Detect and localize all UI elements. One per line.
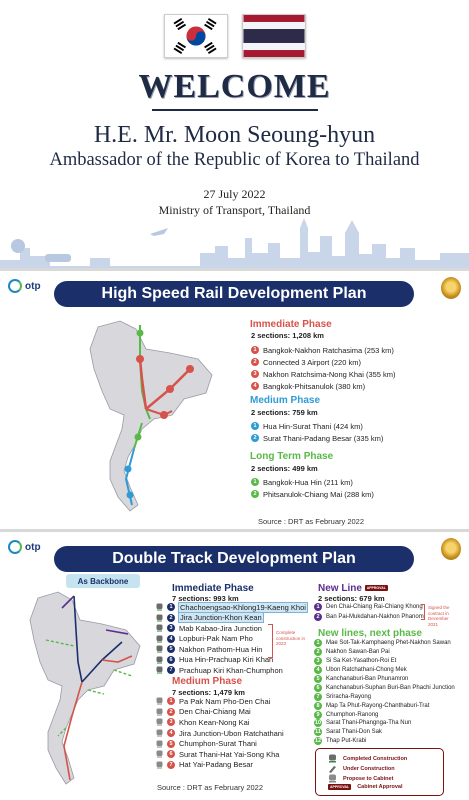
hsr-long-term-list [251,476,374,500]
list-item-text: Den Chai-Chiang Rai-Chiang Khong [326,604,423,610]
list-item-text: Bangkok-Phitsanulok (380 km) [263,381,366,391]
dt-medium-title: Medium Phase [172,676,243,687]
list-item [156,665,307,676]
list-item-text: Khon Kean-Nong Kai [179,717,250,727]
list-item-text: Prachuap Kiri Khan-Chumphon [179,665,283,675]
high-speed-rail-slide [0,271,469,529]
list-item [314,648,455,657]
ministry-emblem-icon [441,277,461,299]
completion-note: Complete construction in 2023 [276,630,306,646]
contract-note: Signed the contract in December 2021 [428,605,450,627]
number-badge: 7 [167,666,175,674]
welcome-underline [152,109,318,111]
legend-label: Under Construction [343,765,395,772]
legend-label: Cabinet Approval [357,784,403,790]
list-item-text: Hua Hin-Prachuap Kiri Khan [179,655,274,665]
dt-next-phase-list [314,639,455,746]
event-date: 27 July 2022 [203,187,266,201]
hsr-medium-summary: 2 sections: 759 km [251,408,318,417]
number-badge: 3 [251,370,259,378]
list-item-text: Sarat Thani-Don Sak [326,729,382,736]
list-item [156,696,284,707]
list-item [156,717,284,728]
number-badge: 12 [314,738,322,745]
number-badge: 6 [314,684,322,692]
number-badge: 1 [314,603,322,611]
list-item [314,737,455,746]
train-icon [156,666,163,674]
number-badge: 7 [167,761,175,769]
list-item-text: Jira Junction-Ubon Ratchathani [179,728,284,738]
double-track-slide [0,532,469,800]
list-item [156,760,284,771]
contract-bracket [421,604,425,620]
train-icon [156,708,163,716]
list-item-text: Den Chai-Chiang Mai [179,707,251,717]
construction-icon [328,764,337,773]
list-item [251,420,383,432]
thailand-flag-icon [242,14,306,58]
number-badge: 1 [251,422,259,430]
list-item [156,707,284,718]
hsr-long-term-summary: 2 sections: 499 km [251,464,318,473]
list-item-text: Ubon Ratchathani-Chong Mek [326,667,407,674]
number-badge: 1 [314,639,322,647]
number-badge: 1 [167,697,175,705]
city-skyline-illustration [0,208,469,268]
welcome-slide [0,0,469,268]
list-item [251,344,396,356]
number-badge: 3 [167,718,175,726]
otp-logo [8,540,41,554]
list-item-text: Pa Pak Nam Pho-Den Chai [179,696,271,706]
list-item [314,675,455,684]
slide-title: High Speed Rail Development Plan [54,281,414,307]
otp-logo-text: otp [25,541,41,553]
number-badge: 3 [167,624,175,632]
number-badge: 5 [167,740,175,748]
train-icon [156,750,163,758]
number-badge: 2 [251,358,259,366]
train-icon [156,697,163,705]
dt-immediate-title: Immediate Phase [172,583,254,594]
number-badge: 1 [251,478,259,486]
train-icon [156,603,163,611]
list-item-text: Chumphon-Surat Thani [179,739,257,749]
slide-title: Double Track Development Plan [54,546,414,572]
list-item-text: Nakhon Sawan-Ban Pai [326,649,390,656]
list-item [314,639,455,648]
train-icon [156,740,163,748]
new-line-label: New Line [318,583,362,594]
train-icon [156,635,163,643]
dt-medium-summary: 7 sections: 1,479 km [172,688,245,697]
hsr-immediate-list [251,344,396,392]
legend-propose [328,774,393,783]
list-item-text: Thap Put-Krabi [326,738,367,745]
welcome-heading: WELCOME [138,68,331,105]
approval-tag: APPROVAL [366,586,386,591]
number-badge: 4 [314,666,322,674]
number-badge: 7 [314,693,322,701]
list-item-text: Bangkok-Nakhon Ratchasima (253 km) [263,345,394,355]
ministry-emblem-icon [441,538,461,560]
otp-logo-icon [8,540,22,554]
number-badge: 5 [314,675,322,683]
number-badge: 10 [314,720,322,727]
hsr-source-note: Source : DRT as February 2022 [258,517,365,526]
proposal-train-icon [328,774,337,783]
list-item-text: Connected 3 Airport (220 km) [263,357,361,367]
list-item-text: Surat Thani-Padang Besar (335 km) [263,433,384,443]
number-badge: 11 [315,729,321,736]
list-item-text: Sarat Thani-Phangnga-Tha Nun [326,720,412,727]
legend-label: Propose to Cabinet [343,775,394,782]
number-badge: 4 [167,635,175,643]
number-badge: 8 [314,702,322,710]
legend [315,748,444,796]
list-item [314,683,455,692]
legend-under-construction [328,764,395,773]
list-item [156,602,307,613]
train-icon [156,624,163,632]
dt-new-line-list [314,602,424,622]
number-badge: 6 [167,656,175,664]
number-badge: 4 [167,729,175,737]
number-badge: 2 [167,614,175,622]
dt-source-note: Source : DRT as February 2022 [157,783,264,792]
completed-train-icon [328,754,337,763]
legend-completed [328,754,407,763]
list-item [314,657,455,666]
number-badge: 5 [167,645,175,653]
list-item [314,728,455,737]
thailand-hsr-map [80,319,230,515]
list-item [314,719,455,728]
number-badge: 9 [314,711,322,719]
list-item-text: Sriracha-Rayong [326,693,372,700]
list-item [251,368,396,380]
list-item [251,380,396,392]
number-badge: 1 [167,603,175,611]
otp-logo-text: otp [25,280,41,292]
list-item [156,738,284,749]
hsr-medium-title: Medium Phase [250,395,321,406]
list-item-text: Chumphon-Ranong [326,711,379,718]
number-badge: 4 [251,382,259,390]
list-item-text: Hat Yai-Padang Besar [179,760,253,770]
legend-label: Completed Construction [343,755,408,762]
train-icon [156,614,163,622]
list-item-text: Jira Junction-Khon Kean [180,613,262,623]
list-item [314,692,455,701]
number-badge: 6 [167,750,175,758]
train-icon [156,729,163,737]
list-item [251,476,374,488]
list-item-text: Ban Pai-Mukdahan-Nakhon Phanom [326,614,424,620]
dt-immediate-summary: 7 sections: 993 km [172,594,239,603]
number-badge: 1 [251,346,259,354]
list-item-text: Bangkok-Hua Hin (211 km) [263,477,353,487]
number-badge: 2 [314,648,322,656]
number-badge: 2 [314,613,322,621]
list-item-text: Mae Sot-Tak-Kamphaeng Phet-Nakhon Sawan [326,640,451,647]
otp-logo [8,279,41,293]
number-badge: 2 [251,434,259,442]
number-badge: 3 [314,657,322,665]
list-item [314,666,455,675]
list-item-text: Map Ta Phut-Rayong-Chanthaburi-Trat [326,702,430,709]
list-item [314,710,455,719]
flags [0,14,469,58]
number-badge: 2 [167,708,175,716]
hsr-long-term-title: Long Term Phase [250,451,334,462]
train-icon [156,718,163,726]
list-item [156,613,307,624]
train-icon [156,645,163,653]
list-item-text: Nakhon Ratchsima-Nong Khai (355 km) [263,369,396,379]
completion-bracket [268,624,273,658]
dt-medium-list [156,696,284,770]
hsr-medium-list [251,420,383,444]
list-item [251,432,383,444]
list-item-text: Kanchanaburi-Ban Phunamron [326,676,409,682]
number-badge: 2 [251,490,259,498]
guest-name: H.E. Mr. Moon Seoung-hyun [93,122,376,148]
train-icon [156,656,163,664]
list-item-text: Phitsanulok-Chiang Mai (288 km) [263,489,374,499]
list-item [156,655,307,666]
list-item [156,728,284,739]
thailand-double-track-map [22,590,152,790]
backbone-label: As Backbone [66,574,140,588]
ministry-name: Ministry of Transport, Thailand [158,203,311,217]
list-item-text: Chachoengsao-Khlong19-Kaeng Khoi [180,602,306,612]
dt-new-line-summary: 2 sections: 679 km [318,594,385,603]
list-item-text: Lopburi-Pak Nam Pho [179,634,253,644]
list-item [314,612,424,622]
dt-next-phase-title: New lines, next phase [318,628,422,639]
hsr-immediate-summary: 2 sections: 1,208 km [251,331,324,340]
list-item-text: Hua Hin-Surat Thani (424 km) [263,421,363,431]
list-item-text: Nakhon Pathom-Hua Hin [179,644,263,654]
list-item [156,749,284,760]
otp-logo-icon [8,279,22,293]
legend-approval [328,784,403,790]
list-item-text: Kanchanaburi-Suphan Buri-Ban Phachi Junction [326,684,455,691]
list-item [251,488,374,500]
list-item [314,701,455,710]
list-item [251,356,396,368]
approval-tag: APPROVAL [330,785,350,789]
list-item-text: Mab Kabao-Jira Junction [179,623,262,633]
list-item-text: Surat Thani-Hat Yai-Song Kha [179,749,280,759]
hsr-immediate-title: Immediate Phase [250,319,332,330]
guest-role: Ambassador of the Republic of Korea to Thailand [49,150,420,170]
list-item-text: Si Sa Ket-Yasathon-Roi Et [326,658,397,665]
korea-flag-icon [164,14,228,58]
dt-new-line-title [318,583,388,594]
train-icon [156,761,163,769]
list-item [314,602,424,612]
